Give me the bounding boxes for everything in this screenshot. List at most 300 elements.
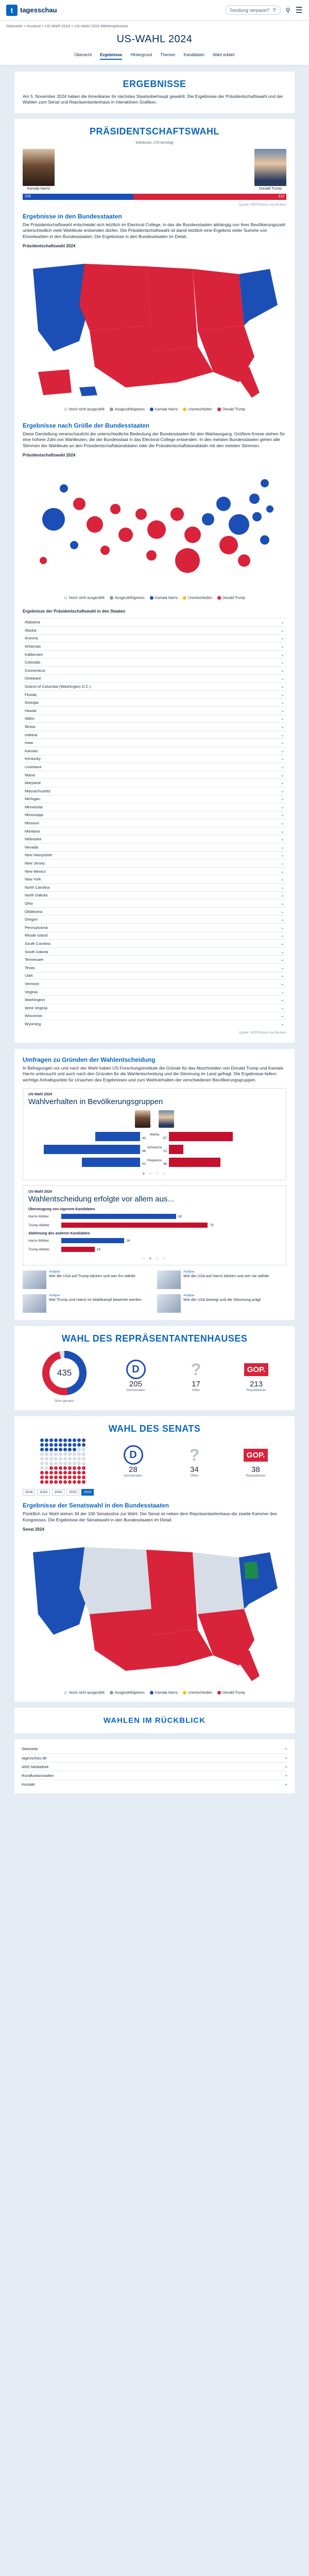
state-bubble (42, 508, 65, 531)
group-bar-row (28, 1157, 281, 1168)
state-row[interactable] (23, 618, 286, 626)
state-row[interactable] (23, 979, 286, 988)
polls-heading: Umfragen zu Gründen der Wahlentscheidung (23, 1056, 156, 1063)
senate-seat (73, 1448, 76, 1451)
slide-pagination[interactable]: ○ ● ○ ○ (142, 1256, 167, 1261)
senate-seat (59, 1466, 62, 1470)
state-row[interactable] (23, 931, 286, 940)
state-row[interactable] (23, 843, 286, 851)
slide2-kicker: US-Wahl 2024 (28, 1190, 53, 1194)
legend-item-open: Noch nicht ausgezählt (64, 596, 105, 600)
legend-item-harris: Kamala Harris (150, 408, 178, 411)
state-row[interactable] (23, 762, 286, 771)
state-name: Kalifornien (25, 652, 43, 657)
menu-icon[interactable]: ☰ (295, 6, 303, 15)
state-row[interactable] (23, 867, 286, 875)
tab-ergebnisse[interactable]: Ergebnisse (100, 53, 122, 60)
reason-bar-row (28, 1237, 281, 1244)
senate-seat-grid (40, 1438, 85, 1484)
reason-group1-label: Überzeugung von eigenem Kandidaten (28, 1208, 95, 1212)
state-row[interactable] (23, 1020, 286, 1028)
state-bubble (110, 504, 121, 514)
teaser-link[interactable] (23, 1270, 152, 1289)
trump-thumb (159, 1110, 174, 1128)
chevron-down-icon: ⌄ (281, 917, 284, 922)
house-title: WAHL DES REPRÄSENTANTENHAUSES (61, 1333, 248, 1344)
senate-seat (73, 1480, 76, 1484)
senate-seat (45, 1462, 48, 1465)
candidate-trump (254, 149, 286, 191)
state-row[interactable] (23, 738, 286, 747)
ergebnisse-text: Am 5. November 2024 haben die Amerikaner ihr nächstes Staatsoberhaupt gewählt. Die Ergebnisse der Präsidentschaftswahl und der Wahlen zum Senat und Repräsentantenhaus in interaktiven Grafiken. (23, 94, 283, 105)
state-row[interactable] (23, 722, 286, 731)
harris-share-bar (95, 1132, 140, 1141)
tab-kandidaten[interactable]: Kandidaten (183, 53, 205, 57)
chevron-down-icon: ⌄ (281, 869, 284, 874)
tab-year[interactable]: 2022 (66, 1489, 79, 1496)
candidate-harris (23, 149, 55, 191)
state-name: Massachusetts (25, 788, 51, 793)
map-label: Präsidentschaftswahl 2024 (23, 244, 76, 249)
chevron-down-icon: ⌄ (281, 700, 284, 705)
group-bar-row (28, 1131, 281, 1142)
electoral-vote-bar (23, 194, 286, 200)
reason-group2-label: Ablehnung des anderen Kandidaten (28, 1232, 90, 1236)
teaser-link[interactable] (157, 1270, 286, 1289)
senate-seat (73, 1466, 76, 1470)
state-row[interactable] (23, 787, 286, 795)
bubble-label: Präsidentschaftswahl 2024 (23, 453, 76, 458)
senate-seat (63, 1438, 67, 1442)
state-row[interactable] (23, 1004, 286, 1012)
site-header (0, 0, 309, 21)
chevron-down-icon: ⌄ (281, 620, 284, 625)
state-row[interactable] (23, 995, 286, 1004)
chevron-down-icon: ⌄ (281, 732, 284, 737)
group-bar-row (28, 1144, 281, 1155)
trump-share-bar (169, 1158, 220, 1167)
senate-seat (82, 1471, 85, 1475)
chevron-down-icon: ⌄ (281, 885, 284, 890)
state-row[interactable] (23, 947, 286, 956)
rueckblick-section[interactable] (14, 1708, 295, 1733)
state-bubble (266, 505, 273, 513)
state-name: Arkansas (25, 644, 41, 649)
senate-seat (45, 1452, 48, 1456)
senate-seat (54, 1471, 58, 1475)
state-row[interactable] (23, 650, 286, 658)
senate-seat (40, 1438, 44, 1442)
state-row[interactable] (23, 851, 286, 859)
state-name: New York (25, 877, 41, 882)
chevron-down-icon: ⌄ (281, 812, 284, 818)
senate-seat (49, 1448, 53, 1451)
state-row[interactable] (23, 706, 286, 715)
ergebnisse-title: ERGEBNISSE (123, 79, 186, 89)
states-table-title: Ergebnisse der Präsidentschaftswahl in den Staaten (23, 609, 126, 614)
harris-share-bar (44, 1145, 140, 1154)
state-row[interactable] (23, 811, 286, 819)
state-row[interactable] (23, 963, 286, 972)
senate-seat (45, 1448, 48, 1451)
state-bubble (229, 514, 249, 535)
breadcrumb[interactable]: Startseite > Ausland > US-Wahl 2024 > US-Wahl 2024 Wahlergebnisse (0, 21, 309, 31)
state-row[interactable] (23, 666, 286, 674)
state-row[interactable] (23, 899, 286, 907)
senate-seat (82, 1480, 85, 1484)
state-name: South Carolina (25, 941, 50, 946)
state-name: Tennessee (25, 957, 44, 962)
senate-seat (82, 1448, 85, 1451)
senate-seat (82, 1443, 85, 1447)
senate-seat (49, 1452, 53, 1456)
chevron-down-icon: ⌄ (281, 965, 284, 970)
state-name: Idaho (25, 716, 35, 721)
state-row[interactable] (23, 795, 286, 803)
state-name: Colorado (25, 660, 41, 665)
footer-item-label: tagesschau.de (22, 1755, 47, 1760)
state-row[interactable] (23, 988, 286, 996)
state-row[interactable] (23, 715, 286, 723)
senate-dem-seats: 28 (129, 1465, 138, 1475)
tab-wahl-erklaert[interactable]: Wahl erklärt (213, 53, 235, 57)
page-title: US-WAHL 2024 (116, 33, 193, 45)
chevron-down-icon: ⌄ (281, 981, 284, 986)
senate-seat (54, 1476, 58, 1479)
map-heading: Ergebnisse in den Bundesstaaten (23, 212, 122, 220)
democrats-icon: D (126, 1360, 146, 1379)
poll-slide-groups[interactable] (23, 1088, 286, 1180)
chevron-down-icon: ⌄ (281, 997, 284, 1003)
senate-seat (49, 1480, 53, 1484)
senate-map-label: Senat 2024 (23, 1527, 44, 1532)
chevron-down-icon: ⌄ (281, 877, 284, 882)
president-title: PRÄSIDENTSCHAFTSWAHL (90, 126, 219, 137)
senate-seat (54, 1462, 58, 1465)
senate-map-midwest (193, 1552, 244, 1614)
senate-seat (63, 1443, 67, 1447)
legend-item-open: Noch nicht ausgezählt (64, 408, 105, 411)
senate-seat (40, 1452, 44, 1456)
group-label: Hispanics (147, 1159, 162, 1163)
teaser-text: Wie die USA auf Harris blicken und wer sie wählte (183, 1274, 269, 1279)
senate-seat (40, 1476, 44, 1479)
tab-year[interactable]: 2024 (81, 1489, 94, 1496)
chevron-down-icon: ⌄ (281, 941, 284, 946)
senate-seat (59, 1443, 62, 1447)
state-name: Missouri (25, 821, 39, 826)
year-tabs (23, 1489, 286, 1496)
senate-seat (63, 1452, 67, 1456)
senate-seat (54, 1438, 58, 1442)
senate-seat (54, 1443, 58, 1447)
senate-seat (49, 1438, 53, 1442)
trump-share-value: 46 (163, 1162, 167, 1166)
senate-seat (59, 1438, 62, 1442)
rueckblick-title: WAHLEN IM RÜCKBLICK (103, 1716, 206, 1725)
state-row[interactable] (23, 835, 286, 843)
state-row[interactable] (23, 778, 286, 787)
chevron-down-icon: ⌄ (281, 933, 284, 938)
senate-seat (49, 1471, 53, 1475)
senate-seat (68, 1443, 72, 1447)
state-bubble (260, 535, 269, 545)
bubble-text: Diese Darstellung veranschaulicht die unterschiedliche Bedeutung der Bundesstaaten für den Wahlausgang. Größere Kreise stehen für eine höhere Zahl von Wahlleuten, die der Bundesstaat in das Electoral College entsenden. In den meisten Bundesstaaten gehen alle Stimmen der Wahlleute an den Präsidentschaftskandidaten oder die Präsidentschaftskandidatin mit den meisten Stimmen. (23, 431, 285, 448)
senate-seat (59, 1476, 62, 1479)
footer-item[interactable] (22, 1744, 287, 1753)
map-alaska (38, 369, 72, 395)
democrats-icon: D (124, 1445, 143, 1465)
state-row[interactable] (23, 771, 286, 779)
state-row[interactable] (23, 642, 286, 650)
senate-legend (23, 1691, 286, 1694)
tab-hintergrund[interactable]: Hintergrund (130, 53, 152, 57)
senate-map-plains (146, 1550, 198, 1635)
state-row[interactable] (23, 698, 286, 706)
footer-item-label: Rundfunkanstalten (22, 1773, 54, 1778)
footer-item[interactable] (22, 1762, 287, 1771)
sendung-verpasst-label: Sendung verpasst? (229, 7, 270, 13)
state-row[interactable] (23, 634, 286, 642)
chevron-down-icon: ⌄ (281, 949, 284, 954)
senate-seat (73, 1476, 76, 1479)
reason-bar (61, 1214, 176, 1219)
state-name: Pennsylvania (25, 925, 48, 930)
state-row[interactable] (23, 827, 286, 835)
trump-portrait (254, 149, 286, 186)
house-rep (243, 1359, 270, 1392)
reason-value: 79 (210, 1223, 214, 1227)
state-row[interactable] (23, 658, 286, 666)
state-name: Minnesota (25, 804, 43, 809)
teaser-link[interactable] (23, 1294, 152, 1313)
legend-item-trump: Donald Trump (217, 1691, 245, 1694)
group-label: Weiße (149, 1133, 160, 1137)
footer-item-label: Kontakt (22, 1782, 35, 1787)
senate-seat (49, 1443, 53, 1447)
harris-share-value: 52 (142, 1162, 146, 1166)
chevron-down-icon: ⌄ (281, 628, 284, 633)
president-section (14, 119, 295, 1043)
state-bubble (73, 498, 85, 510)
state-row[interactable] (23, 955, 286, 963)
senate-seat (63, 1480, 67, 1484)
senate-seat (82, 1438, 85, 1442)
state-name: Delaware (25, 676, 41, 681)
state-row[interactable] (23, 883, 286, 891)
senate-seat (49, 1476, 53, 1479)
state-bubble (216, 497, 231, 511)
senate-open-seats: 34 (190, 1465, 199, 1475)
state-row[interactable] (23, 803, 286, 811)
senate-map-independent (244, 1562, 259, 1579)
state-name: Montana (25, 828, 40, 834)
plus-icon: + (285, 1773, 287, 1778)
state-bubble (60, 484, 68, 493)
senate-seat (82, 1476, 85, 1479)
senate-seat (40, 1462, 44, 1465)
senate-title: WAHL DES SENATS (108, 1423, 201, 1434)
state-bubble (147, 520, 166, 539)
state-name: Nebraska (25, 837, 42, 842)
senate-dem-label: Demokraten (124, 1474, 143, 1478)
bubble-heading: Ergebnisse nach Größe der Bundesstaaten (23, 421, 150, 429)
gop-icon: GOP. (244, 1363, 269, 1376)
tab-year[interactable]: 2020 (52, 1489, 64, 1496)
state-bubble (146, 550, 157, 561)
senate-seat (68, 1457, 72, 1461)
ergebnisse-intro (14, 72, 295, 113)
state-row[interactable] (23, 690, 286, 699)
chevron-down-icon: ⌄ (281, 756, 284, 761)
senate-seat (40, 1466, 44, 1470)
state-name: Iowa (25, 740, 33, 745)
senate-seat (49, 1457, 53, 1461)
us-results-map[interactable] (23, 248, 286, 403)
senate-seat (68, 1462, 72, 1465)
senate-seat (54, 1480, 58, 1484)
state-row[interactable] (23, 875, 286, 883)
reason-value: 34 (126, 1239, 130, 1243)
senate-rep (243, 1445, 269, 1478)
state-name: South Dakota (25, 949, 48, 954)
state-row[interactable] (23, 747, 286, 755)
senate-seat (40, 1443, 44, 1447)
senate-seat (40, 1480, 44, 1484)
senate-seat (77, 1438, 81, 1442)
state-name: Connecticut (25, 668, 45, 673)
state-row[interactable] (23, 972, 286, 980)
state-row[interactable] (23, 1012, 286, 1020)
state-row[interactable] (23, 755, 286, 763)
senate-seat (77, 1471, 81, 1475)
poll-slide-reasons[interactable] (23, 1185, 286, 1265)
plus-icon: + (285, 1755, 287, 1760)
voter-group-label: Harris-Wähler (28, 1214, 49, 1218)
logo[interactable] (6, 5, 57, 16)
chevron-down-icon: ⌄ (281, 781, 284, 786)
state-row[interactable] (23, 939, 286, 947)
map-northeast-region (239, 269, 278, 326)
logo-text: tagesschau (20, 6, 57, 14)
reason-bar-row (28, 1246, 281, 1253)
senate-seat (40, 1457, 44, 1461)
state-row[interactable] (23, 682, 286, 690)
senate-seat (40, 1448, 44, 1451)
teaser-link[interactable] (157, 1294, 286, 1313)
senate-seat (68, 1438, 72, 1442)
state-name: Alaska (25, 628, 37, 633)
house-open-seats: 17 (192, 1380, 200, 1389)
state-row[interactable] (23, 819, 286, 827)
state-row[interactable] (23, 731, 286, 739)
subnav (0, 49, 309, 65)
state-row[interactable] (23, 915, 286, 923)
slide1-title: Wahlverhalten in Bevölkerungsgruppen (28, 1097, 163, 1107)
state-bubble (87, 516, 103, 533)
state-bubble (238, 554, 250, 567)
state-row[interactable] (23, 859, 286, 867)
senate-map[interactable] (23, 1532, 286, 1686)
state-name: Louisiana (25, 764, 42, 769)
chevron-down-icon: ⌄ (281, 724, 284, 729)
legend-item-harris: Kamala Harris (150, 596, 178, 600)
plus-icon: + (285, 1782, 287, 1787)
state-row[interactable] (23, 891, 286, 900)
senate-seat (68, 1466, 72, 1470)
senate-seat (68, 1476, 72, 1479)
state-row[interactable] (23, 907, 286, 916)
senate-seat (82, 1466, 85, 1470)
state-name: Wisconsin (25, 1013, 43, 1019)
house-total-label: Sitze gesamt (54, 1399, 74, 1403)
state-name: Alabama (25, 620, 40, 625)
state-bubble (219, 536, 238, 554)
chevron-down-icon: ⌄ (281, 804, 284, 809)
search-icon[interactable]: ⚲ (285, 6, 290, 14)
house-dem (123, 1359, 149, 1392)
state-name: Georgia (25, 700, 39, 705)
state-name: Virginia (25, 989, 38, 994)
senate-seat (73, 1452, 76, 1456)
state-bubble (249, 494, 260, 504)
reason-bar (61, 1247, 95, 1252)
senate-seat (63, 1462, 67, 1465)
trump-vote-bar: 312 (133, 194, 286, 200)
state-bubble (118, 528, 133, 542)
voter-group-label: Trump-Wähler (28, 1223, 50, 1227)
senate-seat (63, 1457, 67, 1461)
bubble-chart[interactable] (23, 457, 286, 591)
chevron-down-icon: ⌄ (281, 1013, 284, 1019)
state-row[interactable] (23, 674, 286, 683)
senate-seat (45, 1476, 48, 1479)
state-row[interactable] (23, 923, 286, 931)
reason-bar (61, 1223, 208, 1228)
reason-value: 18 (96, 1247, 101, 1251)
tab-year[interactable]: 2016 (23, 1489, 35, 1496)
footer-item[interactable] (22, 1753, 287, 1762)
tab-uebersicht[interactable]: Übersicht (74, 53, 92, 57)
question-icon: ? (191, 1360, 201, 1379)
state-bubble (40, 557, 47, 564)
senate-seat (82, 1457, 85, 1461)
senate-seat (73, 1471, 76, 1475)
chevron-down-icon: ⌄ (281, 644, 284, 649)
sendung-verpasst-button[interactable] (225, 5, 281, 15)
footer-item[interactable] (22, 1780, 287, 1788)
state-bubble (100, 546, 110, 555)
chevron-down-icon: ⌄ (281, 740, 284, 745)
state-name: Maine (25, 772, 36, 777)
polls-section (14, 1049, 295, 1320)
house-dem-seats: 205 (129, 1380, 143, 1389)
tab-themen[interactable]: Themen (160, 53, 176, 57)
senate-seat (49, 1466, 53, 1470)
chevron-down-icon: ⌄ (281, 1005, 284, 1010)
tab-year[interactable]: 2018 (37, 1489, 49, 1496)
state-bubble (175, 548, 200, 573)
legend-item-undecided: Unentschieden (183, 596, 212, 600)
footer-item[interactable] (22, 1771, 287, 1780)
senate-seat (73, 1443, 76, 1447)
senate-seat (54, 1452, 58, 1456)
chevron-down-icon: ⌄ (281, 1021, 284, 1026)
state-row[interactable] (23, 626, 286, 634)
senate-seat (77, 1480, 81, 1484)
slide-pagination[interactable]: ● ○ ○ ○ (142, 1171, 167, 1176)
footer-item-label: Startseite (22, 1747, 38, 1752)
